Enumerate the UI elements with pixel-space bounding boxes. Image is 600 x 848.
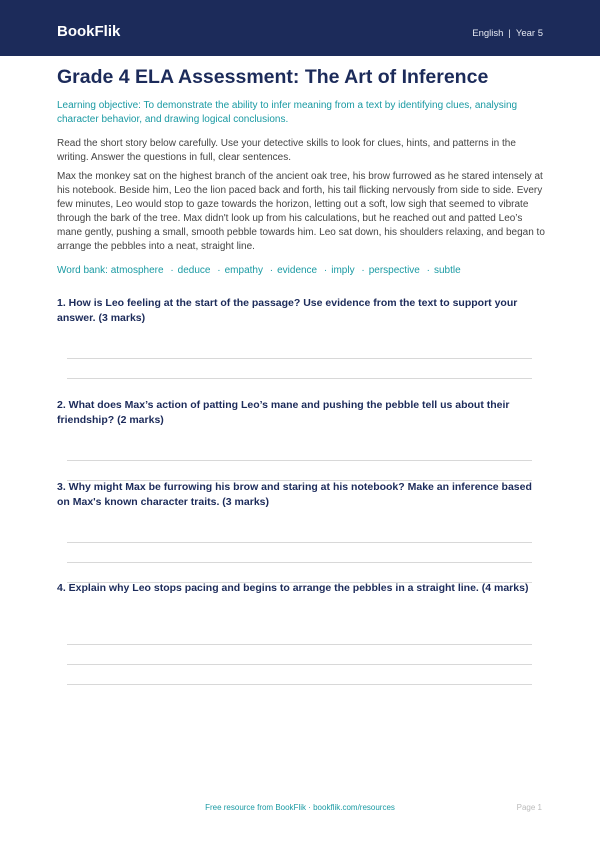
year-label: Year 5 <box>515 28 543 39</box>
word-bank-word-text: empathy <box>224 265 263 276</box>
word-bank-word-text: atmosphere <box>110 265 164 276</box>
word-bank-word <box>266 265 317 276</box>
page-header <box>0 0 600 56</box>
word-bank-word-text: subtle <box>433 265 461 276</box>
story-passage: Max the monkey sat on the highest branch of the ancient oak tree, his brow furrowed as he stared intensely at his notebook. Beside him, Leo the lion paced back and forth, his tail flicking nervously from side to side. Every few minutes, Leo would stop to gaze towards the horizon, letting out a soft, low sigh that seemed to vibrate through the bark of the tree. Max didn't look up from his calculations, but he reached out and patted Leo’s mane gently, pushing a small, smooth pebble towards him. Leo sat down, his shoulders relaxing, and began to arrange the pebbles into a neat, straight line. <box>57 171 545 252</box>
brand-logo-text: BookFlik <box>57 23 121 40</box>
answer-line[interactable] <box>67 378 532 379</box>
question-1: 1. How is Leo feeling at the start of the passage? Use evidence from the text to support your answer. (3 marks) <box>57 297 518 324</box>
word-separator: · <box>323 265 328 276</box>
word-bank-word-text: imply <box>331 265 355 276</box>
word-bank-word <box>423 265 461 276</box>
question-4: 4. Explain why Leo stops pacing and begins to arrange the pebbles in a straight line. (4 marks) <box>57 582 529 594</box>
answer-line[interactable] <box>67 460 532 461</box>
answer-line[interactable] <box>67 664 532 665</box>
subject-label: English <box>472 28 504 39</box>
footer-resource-link[interactable]: Free resource from BookFlik · bookflik.com/resources <box>205 803 395 812</box>
word-separator: · <box>426 265 430 276</box>
page-title: Grade 4 ELA Assessment: The Art of Inference <box>57 66 489 88</box>
answer-line[interactable] <box>67 644 532 645</box>
question-2: 2. What does Max’s action of patting Leo’s mane and pushing the pebble tell us about their friendship? (2 marks) <box>57 399 510 426</box>
word-bank-word <box>213 265 263 276</box>
learning-objective: Learning objective: To demonstrate the ability to infer meaning from a text by identifying clues, analysing character behavior, and drawing logical conclusions. <box>57 100 518 125</box>
answer-line[interactable] <box>67 562 532 563</box>
instructions-text: Read the short story below carefully. Use your detective skills to look for clues, hints, and patterns in the writing. Answer the questions in full, clear sentences. <box>57 138 516 163</box>
word-bank-word <box>357 265 419 276</box>
question-3: 3. Why might Max be furrowing his brow and staring at his notebook? Make an inference based on Max's known character traits. (3 marks) <box>57 481 532 508</box>
word-bank-word-text: evidence <box>277 265 318 276</box>
page-number: Page 1 <box>516 803 542 812</box>
word-bank-label: Word bank: <box>57 265 108 276</box>
word-separator: · <box>217 265 221 276</box>
answer-line[interactable] <box>67 358 532 359</box>
word-separator: · <box>170 265 174 276</box>
word-bank <box>57 264 547 278</box>
word-bank-word-text: deduce <box>177 265 211 276</box>
word-bank-word <box>320 265 355 276</box>
word-bank-word-text: perspective <box>368 265 420 276</box>
word-separator: · <box>269 265 274 276</box>
word-bank-word <box>166 265 210 276</box>
word-bank-word <box>111 265 164 276</box>
word-separator: · <box>361 265 365 276</box>
answer-line[interactable] <box>67 542 532 543</box>
answer-line[interactable] <box>67 684 532 685</box>
subject-year-label <box>472 27 543 41</box>
meta-separator: | <box>508 28 511 39</box>
